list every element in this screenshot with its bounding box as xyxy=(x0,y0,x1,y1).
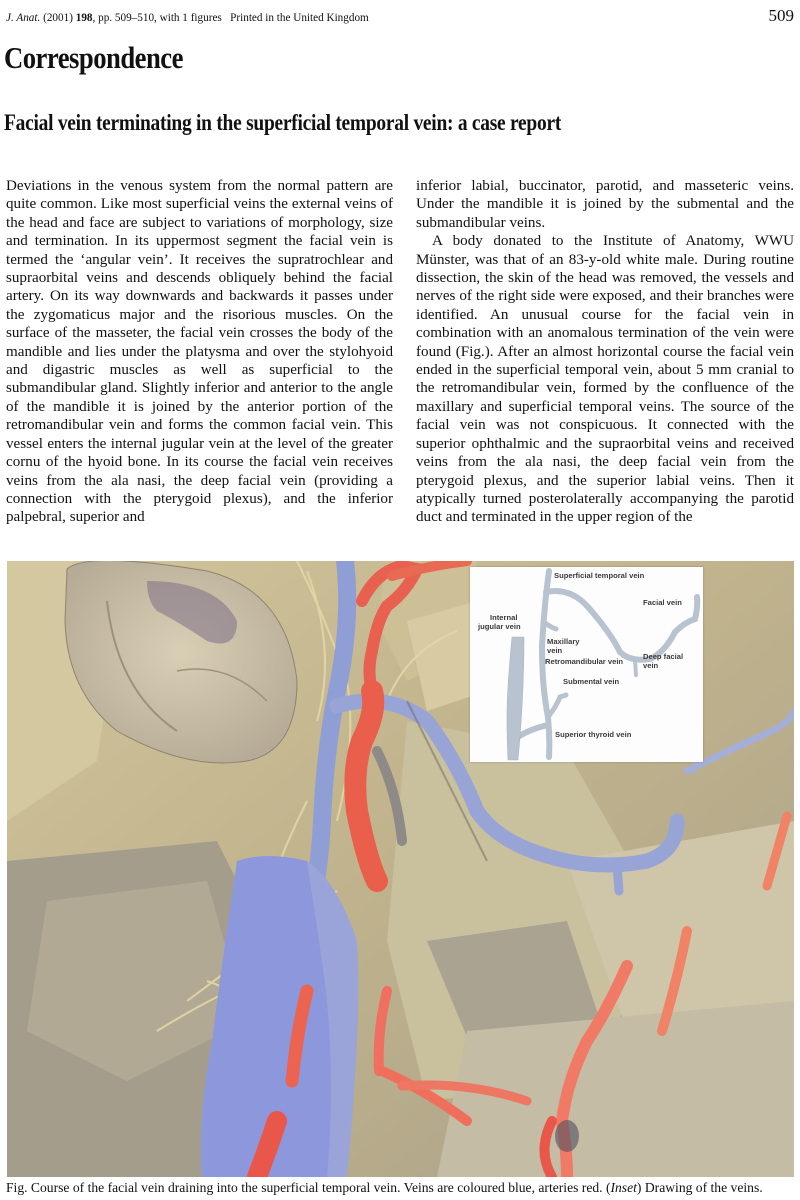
inset-drawing xyxy=(470,567,703,762)
label-facial-vein: Facial vein xyxy=(643,598,682,607)
section-title: Correspondence xyxy=(4,40,183,75)
page-range: , pp. 509–510, with 1 figures xyxy=(92,12,222,24)
label-superior-thyroid-vein: Superior thyroid vein xyxy=(555,730,632,739)
paragraph: A body donated to the Institute of Anatomy, WWU Münster, was that of an 83-y-old white male. During routine dissection, the skin of the head was removed, the vessels and nerves of the right side were exposed, and their branches were identified. An unusual course for the facial vein in combination with an anomalous termination of the vein were found (Fig.). After an almost horizontal course the facial vein ended in the superficial temporal vein, about 5 mm cranial to the retromandibular vein, formed by the confluence of the maxillary and superficial temporal veins. The source of the facial vein was not conspicuous. It connected with the superior ophthalmic and the supraorbital veins and received veins from the ala nasi, the deep facial vein from the pterygoid plexus, and the superior labial veins. Then it atypically turned posterolaterally accompanying the parotid duct and terminated in the upper region of the xyxy=(416,233,794,526)
journal-name: J. Anat. xyxy=(6,12,41,24)
journal-year: (2001) xyxy=(43,12,73,24)
caption-inset-word: Inset xyxy=(610,1180,637,1195)
label-superficial-temporal-vein: Superficial temporal vein xyxy=(554,571,645,580)
label-deep-facial-vein-line1: Deep facial xyxy=(643,652,684,661)
article-title: Facial vein terminating in the superficial temporal vein: a case report xyxy=(4,110,562,135)
caption-suffix: ) Drawing of the veins. xyxy=(636,1180,763,1195)
paragraph: inferior labial, buccinator, parotid, and masseteric veins. Under the mandible it is joined by the submental and the submandibular veins. xyxy=(416,178,794,231)
citation xyxy=(6,12,369,24)
label-deep-facial-vein-line2: vein xyxy=(643,661,659,670)
page-number: 509 xyxy=(768,6,794,25)
label-maxillary-vein-line1: Maxillary xyxy=(547,637,580,646)
caption-text: Fig. Course of the facial vein draining into the superficial temporal vein. Veins are coloured blue, arteries red. ( xyxy=(6,1180,611,1195)
journal-volume: 198 xyxy=(75,12,93,24)
dissection-figure xyxy=(7,561,794,1177)
label-internal-jugular-vein-line1: Internal xyxy=(490,613,518,622)
body-column-left xyxy=(6,177,393,527)
paragraph: Deviations in the venous system from the normal pattern are quite common. Like most superficial veins the external veins of the head and face are subject to variations of morphology, size and termination. In its uppermost segment the facial vein is termed the ‘angular vein’. It receives the supratrochlear and supraorbital veins and descends obliquely behind the facial artery. On its way downwards and backwards it passes under the zygomaticus major and the risorious muscles. On the surface of the masseter, the facial vein crosses the body of the mandible and lies under the platysma and over the stylohyoid and digastric muscles as well as superficial to the submandibular gland. Slightly inferior and anterior to the angle of the mandible it is joined by the anterior portion of the retromandibular vein and forms the common facial vein. This vessel enters the internal jugular vein at the level of the greater cornu of the hyoid bone. In its course the facial vein receives veins from the ala nasi, the deep facial vein (providing a connection with the pterygoid plexus), and the inferior palpebral, superior and xyxy=(6,178,393,526)
body-column-right xyxy=(416,177,794,527)
label-maxillary-vein-line2: vein xyxy=(547,646,563,655)
label-retromandibular-vein: Retromandibular vein xyxy=(545,657,624,666)
label-submental-vein: Submental vein xyxy=(563,677,620,686)
figure-caption xyxy=(6,1180,796,1196)
printed-note: Printed in the United Kingdom xyxy=(230,12,369,24)
running-head xyxy=(6,6,794,28)
label-internal-jugular-vein-line2: jugular vein xyxy=(478,622,521,631)
